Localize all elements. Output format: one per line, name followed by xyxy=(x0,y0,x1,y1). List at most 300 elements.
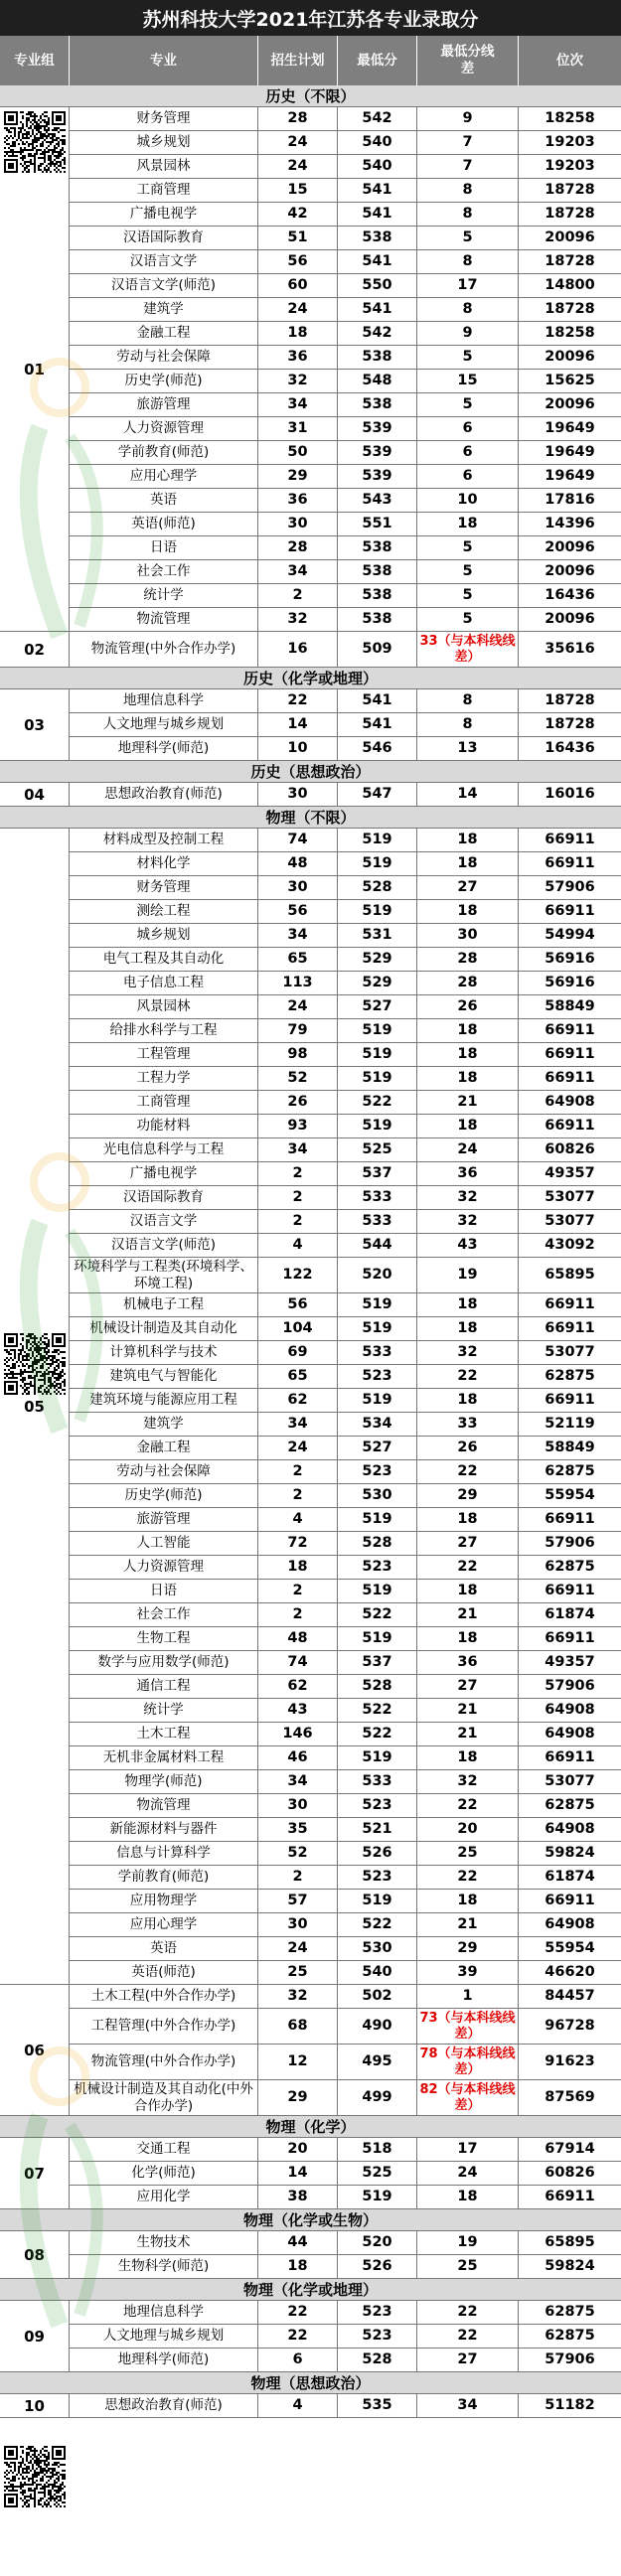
major-name: 建筑电气与智能化 xyxy=(70,1365,258,1388)
table-row xyxy=(70,346,621,370)
group-code: 04 xyxy=(0,783,70,807)
table-header xyxy=(0,36,621,85)
major-name: 地理信息科学 xyxy=(70,2301,258,2324)
min-score: 541 xyxy=(338,250,417,273)
major-name: 广播电视学 xyxy=(70,203,258,226)
rank: 64908 xyxy=(544,1701,595,1718)
enrollment-plan: 28 xyxy=(258,107,338,130)
score-diff: 19 xyxy=(417,2231,519,2254)
table-row xyxy=(70,489,621,513)
score-diff: 28 xyxy=(417,948,519,971)
major-name: 汉语国际教育 xyxy=(70,227,258,249)
min-score: 499 xyxy=(338,2080,417,2115)
qr-code-icon xyxy=(2,109,68,175)
min-score: 527 xyxy=(338,1437,417,1459)
score-diff: 5 xyxy=(417,536,519,559)
table-row xyxy=(70,560,621,584)
rank: 18258 xyxy=(544,109,595,126)
table-row xyxy=(70,1413,621,1437)
enrollment-plan: 74 xyxy=(258,1651,338,1674)
table-row xyxy=(70,322,621,346)
rank: 66911 xyxy=(544,1391,595,1408)
score-diff: 18 xyxy=(417,1019,519,1042)
group-code: 07 xyxy=(0,2138,70,2209)
enrollment-plan: 18 xyxy=(258,1556,338,1579)
score-diff: 17 xyxy=(417,274,519,297)
score-diff: 27 xyxy=(417,1675,519,1698)
min-score: 538 xyxy=(338,584,417,607)
min-score: 519 xyxy=(338,1890,417,1912)
rank: 66911 xyxy=(544,1295,595,1312)
rank: 96728 xyxy=(544,2017,595,2034)
table-row xyxy=(70,1818,621,1842)
group-code: 10 xyxy=(0,2394,70,2418)
major-name: 应用物理学 xyxy=(70,1890,258,1912)
enrollment-plan: 62 xyxy=(258,1389,338,1412)
enrollment-plan: 18 xyxy=(258,322,338,345)
table-row xyxy=(70,1770,621,1794)
min-score: 528 xyxy=(338,876,417,899)
min-score: 541 xyxy=(338,179,417,202)
header-score-diff: 最低分线差 xyxy=(417,36,519,85)
major-name: 物流管理 xyxy=(70,1794,258,1817)
enrollment-plan: 56 xyxy=(258,900,338,923)
min-score: 509 xyxy=(338,632,417,667)
rank: 15625 xyxy=(544,372,595,388)
table-row xyxy=(70,1210,621,1234)
table-row xyxy=(70,2325,621,2349)
group-code: 03 xyxy=(0,689,70,761)
table-row xyxy=(70,1842,621,1866)
enrollment-plan: 104 xyxy=(258,1317,338,1340)
min-score: 538 xyxy=(338,536,417,559)
major-name: 英语 xyxy=(70,1937,258,1960)
rank: 58849 xyxy=(544,997,595,1014)
rank: 64908 xyxy=(544,1725,595,1742)
score-diff: 22 xyxy=(417,1556,519,1579)
enrollment-plan: 2 xyxy=(258,584,338,607)
score-diff: 82（与本科线线差） xyxy=(417,2080,519,2115)
min-score: 519 xyxy=(338,1389,417,1412)
score-diff: 32 xyxy=(417,1341,519,1364)
table-row xyxy=(70,1603,621,1627)
group-code: 06 xyxy=(0,1985,70,2116)
min-score: 519 xyxy=(338,1317,417,1340)
table-row xyxy=(70,2045,621,2080)
major-name: 机械电子工程 xyxy=(70,1293,258,1316)
major-name: 物流管理(中外合作办学) xyxy=(70,2045,258,2079)
major-name: 机械设计制造及其自动化 xyxy=(70,1317,258,1340)
header-min-score: 最低分 xyxy=(338,36,417,85)
score-diff: 1 xyxy=(417,1985,519,2008)
major-name: 地理科学(师范) xyxy=(70,2349,258,2371)
table-row xyxy=(70,1067,621,1091)
table-row xyxy=(70,227,621,250)
rank: 54994 xyxy=(544,926,595,943)
rank: 62875 xyxy=(544,1462,595,1479)
enrollment-plan: 2 xyxy=(258,1460,338,1483)
min-score: 533 xyxy=(338,1186,417,1209)
major-name: 财务管理 xyxy=(70,876,258,899)
major-name: 英语 xyxy=(70,489,258,512)
table-row xyxy=(70,972,621,995)
section-heading: 历史（不限） xyxy=(0,85,621,107)
major-name: 广播电视学 xyxy=(70,1162,258,1185)
rank: 62875 xyxy=(544,2303,595,2320)
rank: 66911 xyxy=(544,1892,595,1908)
table-row xyxy=(70,131,621,155)
rank: 91623 xyxy=(544,2052,595,2069)
table-row xyxy=(70,1651,621,1675)
min-score: 537 xyxy=(338,1651,417,1674)
enrollment-plan: 34 xyxy=(258,924,338,947)
score-diff: 10 xyxy=(417,489,519,512)
min-score: 542 xyxy=(338,107,417,130)
table-row xyxy=(70,274,621,298)
major-name: 汉语言文学 xyxy=(70,1210,258,1233)
rank: 62875 xyxy=(544,1796,595,1813)
min-score: 519 xyxy=(338,1019,417,1042)
score-diff: 29 xyxy=(417,1484,519,1507)
enrollment-plan: 60 xyxy=(258,274,338,297)
min-score: 538 xyxy=(338,227,417,249)
major-name: 给排水科学与工程 xyxy=(70,1019,258,1042)
enrollment-plan: 56 xyxy=(258,250,338,273)
table-row xyxy=(70,1985,621,2009)
major-name: 物流管理(中外合作办学) xyxy=(70,632,258,667)
enrollment-plan: 42 xyxy=(258,203,338,226)
rank: 17816 xyxy=(544,491,595,508)
major-name: 历史学(师范) xyxy=(70,1484,258,1507)
table-row xyxy=(70,1043,621,1067)
enrollment-plan: 4 xyxy=(258,1234,338,1257)
enrollment-plan: 14 xyxy=(258,2162,338,2185)
min-score: 531 xyxy=(338,924,417,947)
major-name: 应用化学 xyxy=(70,2186,258,2208)
enrollment-plan: 30 xyxy=(258,1913,338,1936)
score-diff: 18 xyxy=(417,1043,519,1066)
rank: 18258 xyxy=(544,324,595,341)
score-diff: 32 xyxy=(417,1770,519,1793)
qr-code-icon xyxy=(2,1331,68,1397)
rank: 20096 xyxy=(544,228,595,245)
rank: 57906 xyxy=(544,878,595,895)
major-name: 汉语言文学 xyxy=(70,250,258,273)
page-title: 苏州科技大学2021年江苏各专业录取分 xyxy=(0,0,621,36)
enrollment-plan: 4 xyxy=(258,1508,338,1531)
score-diff: 14 xyxy=(417,783,519,806)
score-diff: 27 xyxy=(417,1532,519,1555)
major-name: 电子信息工程 xyxy=(70,972,258,994)
score-diff: 22 xyxy=(417,2301,519,2324)
min-score: 539 xyxy=(338,465,417,488)
min-score: 519 xyxy=(338,1508,417,1531)
min-score: 529 xyxy=(338,972,417,994)
table-row xyxy=(70,1460,621,1484)
min-score: 541 xyxy=(338,689,417,712)
major-name: 地理科学(师范) xyxy=(70,737,258,760)
major-name: 通信工程 xyxy=(70,1675,258,1698)
table-row xyxy=(70,2394,621,2418)
min-score: 541 xyxy=(338,713,417,736)
score-diff: 25 xyxy=(417,2255,519,2278)
enrollment-plan: 34 xyxy=(258,393,338,416)
section-heading: 物理（不限） xyxy=(0,807,621,829)
rank: 16436 xyxy=(544,586,595,603)
rank: 65895 xyxy=(544,1266,595,1283)
enrollment-plan: 30 xyxy=(258,783,338,806)
rank: 57906 xyxy=(544,1677,595,1694)
enrollment-plan: 2 xyxy=(258,1210,338,1233)
score-diff: 33 xyxy=(417,1413,519,1436)
rank: 64908 xyxy=(544,1915,595,1932)
table-row xyxy=(70,948,621,972)
table-row xyxy=(70,995,621,1019)
table-row xyxy=(70,513,621,536)
rank: 14800 xyxy=(544,276,595,293)
score-diff: 33（与本科线线差） xyxy=(417,632,519,667)
enrollment-plan: 22 xyxy=(258,689,338,712)
min-score: 523 xyxy=(338,2301,417,2324)
table-row xyxy=(70,1091,621,1115)
major-name: 人力资源管理 xyxy=(70,1556,258,1579)
enrollment-plan: 50 xyxy=(258,441,338,464)
enrollment-plan: 35 xyxy=(258,1818,338,1841)
rank: 56916 xyxy=(544,950,595,967)
score-diff: 18 xyxy=(417,1389,519,1412)
rank: 53077 xyxy=(544,1188,595,1205)
rank: 61874 xyxy=(544,1868,595,1885)
rank: 64908 xyxy=(544,1093,595,1110)
score-diff: 5 xyxy=(417,608,519,631)
score-diff: 18 xyxy=(417,1890,519,1912)
rank: 57906 xyxy=(544,1534,595,1551)
enrollment-plan: 146 xyxy=(258,1723,338,1745)
table-row xyxy=(70,2301,621,2325)
enrollment-plan: 34 xyxy=(258,1413,338,1436)
table-row xyxy=(70,417,621,441)
major-name: 旅游管理 xyxy=(70,393,258,416)
major-name: 地理信息科学 xyxy=(70,689,258,712)
rank: 62875 xyxy=(544,2327,595,2344)
enrollment-plan: 34 xyxy=(258,1138,338,1161)
min-score: 519 xyxy=(338,852,417,875)
score-diff: 8 xyxy=(417,203,519,226)
major-name: 社会工作 xyxy=(70,560,258,583)
major-name: 汉语言文学(师范) xyxy=(70,274,258,297)
rank: 84457 xyxy=(544,1987,595,2004)
rank: 20096 xyxy=(544,348,595,365)
rank: 61874 xyxy=(544,1605,595,1622)
major-name: 劳动与社会保障 xyxy=(70,1460,258,1483)
score-diff: 26 xyxy=(417,995,519,1018)
rank: 19203 xyxy=(544,157,595,174)
major-name: 土木工程(中外合作办学) xyxy=(70,1985,258,2008)
table-row xyxy=(70,1937,621,1961)
min-score: 542 xyxy=(338,322,417,345)
rank: 55954 xyxy=(544,1486,595,1503)
score-diff: 18 xyxy=(417,1293,519,1316)
rank: 62875 xyxy=(544,1558,595,1575)
table-row xyxy=(70,1675,621,1699)
enrollment-plan: 22 xyxy=(258,2301,338,2324)
major-name: 日语 xyxy=(70,1580,258,1602)
section-heading: 物理（化学或地理） xyxy=(0,2279,621,2301)
table-row xyxy=(70,783,621,807)
score-diff: 39 xyxy=(417,1961,519,1984)
score-diff: 21 xyxy=(417,1913,519,1936)
min-score: 538 xyxy=(338,346,417,369)
major-name: 环境科学与工程类(环境科学、环境工程) xyxy=(70,1258,258,1292)
min-score: 530 xyxy=(338,1484,417,1507)
min-score: 519 xyxy=(338,829,417,851)
rank: 19649 xyxy=(544,467,595,484)
rank: 20096 xyxy=(544,562,595,579)
min-score: 526 xyxy=(338,1842,417,1865)
score-diff: 5 xyxy=(417,227,519,249)
major-name: 英语(师范) xyxy=(70,1961,258,1984)
min-score: 520 xyxy=(338,2231,417,2254)
table-row xyxy=(70,465,621,489)
min-score: 520 xyxy=(338,1258,417,1292)
score-diff: 22 xyxy=(417,1365,519,1388)
table-row xyxy=(70,1138,621,1162)
major-name: 建筑学 xyxy=(70,298,258,321)
score-diff: 18 xyxy=(417,1580,519,1602)
major-name: 材料成型及控制工程 xyxy=(70,829,258,851)
table-row xyxy=(70,1365,621,1389)
min-score: 522 xyxy=(338,1723,417,1745)
enrollment-plan: 30 xyxy=(258,513,338,535)
enrollment-plan: 74 xyxy=(258,829,338,851)
rank: 43092 xyxy=(544,1236,595,1253)
section-heading: 历史（化学或地理） xyxy=(0,668,621,689)
enrollment-plan: 48 xyxy=(258,1627,338,1650)
major-name: 统计学 xyxy=(70,584,258,607)
score-diff: 8 xyxy=(417,179,519,202)
group-code: 08 xyxy=(0,2231,70,2279)
min-score: 540 xyxy=(338,1961,417,1984)
min-score: 519 xyxy=(338,1627,417,1650)
enrollment-plan: 32 xyxy=(258,608,338,631)
score-diff: 22 xyxy=(417,1866,519,1889)
table-row xyxy=(70,1341,621,1365)
table-row xyxy=(70,1186,621,1210)
min-score: 523 xyxy=(338,1866,417,1889)
min-score: 537 xyxy=(338,1162,417,1185)
min-score: 523 xyxy=(338,1460,417,1483)
min-score: 518 xyxy=(338,2138,417,2161)
min-score: 527 xyxy=(338,995,417,1018)
rank: 66911 xyxy=(544,1045,595,1062)
enrollment-plan: 48 xyxy=(258,852,338,875)
major-name: 测绘工程 xyxy=(70,900,258,923)
major-name: 风景园林 xyxy=(70,155,258,178)
major-name: 财务管理 xyxy=(70,107,258,130)
major-name: 土木工程 xyxy=(70,1723,258,1745)
min-score: 522 xyxy=(338,1091,417,1114)
rank: 59824 xyxy=(544,1844,595,1861)
score-diff: 5 xyxy=(417,393,519,416)
table-row xyxy=(70,689,621,713)
table-row xyxy=(70,608,621,632)
min-score: 519 xyxy=(338,2186,417,2208)
enrollment-plan: 57 xyxy=(258,1890,338,1912)
major-name: 新能源材料与器件 xyxy=(70,1818,258,1841)
table-row xyxy=(70,179,621,203)
major-name: 学前教育(师范) xyxy=(70,441,258,464)
min-score: 548 xyxy=(338,370,417,392)
enrollment-plan: 51 xyxy=(258,227,338,249)
min-score: 519 xyxy=(338,1043,417,1066)
major-name: 信息与计算科学 xyxy=(70,1842,258,1865)
table-row xyxy=(70,1508,621,1532)
rank: 20096 xyxy=(544,395,595,412)
major-name: 应用心理学 xyxy=(70,465,258,488)
score-diff: 22 xyxy=(417,1794,519,1817)
major-name: 旅游管理 xyxy=(70,1508,258,1531)
table-row xyxy=(70,298,621,322)
min-score: 541 xyxy=(338,203,417,226)
major-name: 光电信息科学与工程 xyxy=(70,1138,258,1161)
major-name: 日语 xyxy=(70,536,258,559)
rank: 67914 xyxy=(544,2140,595,2157)
min-score: 525 xyxy=(338,2162,417,2185)
min-score: 523 xyxy=(338,1556,417,1579)
major-name: 工程管理 xyxy=(70,1043,258,1066)
min-score: 539 xyxy=(338,441,417,464)
rank: 66911 xyxy=(544,1629,595,1646)
enrollment-plan: 98 xyxy=(258,1043,338,1066)
table-row xyxy=(70,852,621,876)
major-name: 材料化学 xyxy=(70,852,258,875)
rank: 66911 xyxy=(544,1582,595,1598)
rank: 53077 xyxy=(544,1212,595,1229)
enrollment-plan: 32 xyxy=(258,1985,338,2008)
enrollment-plan: 65 xyxy=(258,948,338,971)
score-diff: 18 xyxy=(417,2186,519,2208)
major-name: 人力资源管理 xyxy=(70,417,258,440)
major-name: 化学(师范) xyxy=(70,2162,258,2185)
enrollment-plan: 24 xyxy=(258,131,338,154)
min-score: 526 xyxy=(338,2255,417,2278)
table-row xyxy=(70,2138,621,2162)
enrollment-plan: 18 xyxy=(258,2255,338,2278)
score-diff: 22 xyxy=(417,1460,519,1483)
min-score: 490 xyxy=(338,2009,417,2044)
enrollment-plan: 69 xyxy=(258,1341,338,1364)
table-row xyxy=(70,1580,621,1603)
enrollment-plan: 2 xyxy=(258,1603,338,1626)
enrollment-plan: 93 xyxy=(258,1115,338,1137)
rank: 57906 xyxy=(544,2350,595,2367)
min-score: 546 xyxy=(338,737,417,760)
min-score: 502 xyxy=(338,1985,417,2008)
min-score: 538 xyxy=(338,393,417,416)
major-name: 城乡规划 xyxy=(70,924,258,947)
rank: 46620 xyxy=(544,1963,595,1980)
rank: 18728 xyxy=(544,181,595,198)
major-name: 社会工作 xyxy=(70,1603,258,1626)
rank: 65895 xyxy=(544,2233,595,2250)
score-diff: 18 xyxy=(417,1115,519,1137)
table-row xyxy=(70,2080,621,2116)
enrollment-plan: 24 xyxy=(258,995,338,1018)
score-diff: 15 xyxy=(417,370,519,392)
rank: 20096 xyxy=(544,610,595,627)
major-name: 劳动与社会保障 xyxy=(70,346,258,369)
major-name: 工商管理 xyxy=(70,1091,258,1114)
